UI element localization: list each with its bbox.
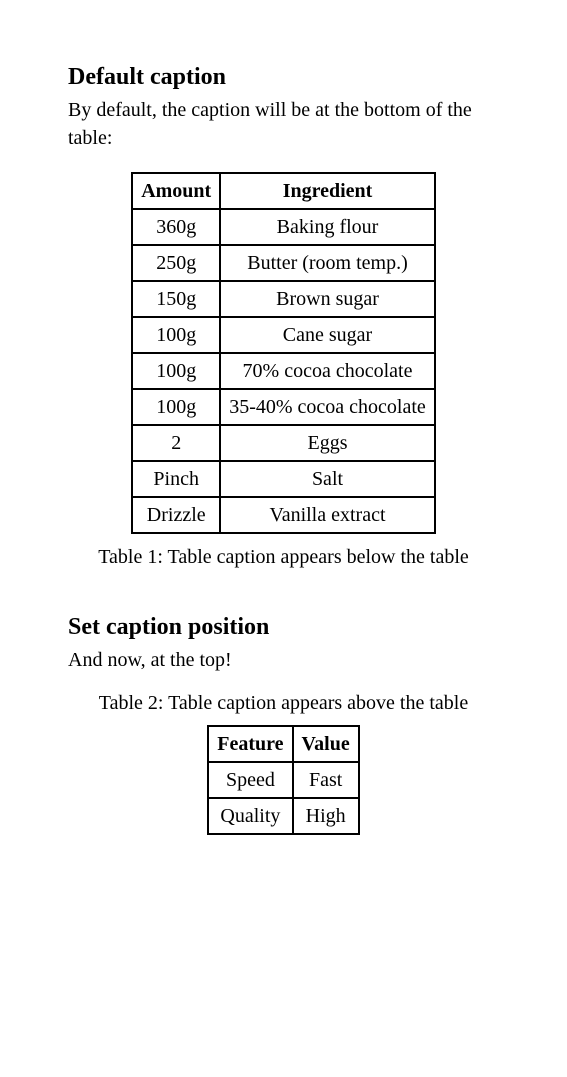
table-row: [208, 798, 358, 834]
section-heading: Set caption position: [68, 614, 270, 640]
table-cell: Quality: [208, 798, 292, 834]
table-cell: Pinch: [132, 461, 220, 497]
table-caption: Table 1: Table caption appears below the table: [98, 546, 469, 568]
column-header: Amount: [132, 173, 220, 209]
table-row: [132, 389, 435, 425]
table-cell: Cane sugar: [220, 317, 435, 353]
table-cell: Brown sugar: [220, 281, 435, 317]
table-cell: 250g: [132, 245, 220, 281]
table-row: [132, 425, 435, 461]
table-cell: 100g: [132, 389, 220, 425]
table-cell: Eggs: [220, 425, 435, 461]
table-row: [132, 353, 435, 389]
table-cell: Baking flour: [220, 209, 435, 245]
table-row: [132, 317, 435, 353]
table-header-row: [132, 173, 435, 209]
table-cell: Vanilla extract: [220, 497, 435, 533]
table-figure: [68, 674, 499, 835]
table-cell: High: [293, 798, 359, 834]
table-cell: 70% cocoa chocolate: [220, 353, 435, 389]
column-header: Value: [293, 726, 359, 762]
table-cell: Speed: [208, 762, 292, 798]
section-heading: Default caption: [68, 64, 226, 90]
column-header: Ingredient: [220, 173, 435, 209]
table-cell: 360g: [132, 209, 220, 245]
table-cell: 100g: [132, 317, 220, 353]
table-row: [132, 245, 435, 281]
table-cell: Fast: [293, 762, 359, 798]
ingredients-table: [131, 172, 436, 534]
table-row: [132, 209, 435, 245]
features-table: [207, 725, 359, 835]
table-cell: 35-40% cocoa chocolate: [220, 389, 435, 425]
table-row: [132, 497, 435, 533]
section-default-caption: [68, 62, 499, 570]
section-intro: And now, at the top!: [68, 649, 232, 671]
column-header: Feature: [208, 726, 292, 762]
section-set-caption-position: [68, 612, 499, 835]
table-figure: [68, 172, 499, 570]
table-cell: Drizzle: [132, 497, 220, 533]
table-caption: Table 2: Table caption appears above the table: [98, 692, 469, 714]
section-intro: By default, the caption will be at the bottom of the table:: [68, 99, 472, 149]
table-cell: Salt: [220, 461, 435, 497]
table-row: [132, 281, 435, 317]
table-cell: 150g: [132, 281, 220, 317]
table-cell: Butter (room temp.): [220, 245, 435, 281]
table-row: [208, 762, 358, 798]
table-row: [132, 461, 435, 497]
table-cell: 2: [132, 425, 220, 461]
table-cell: 100g: [132, 353, 220, 389]
table-header-row: [208, 726, 358, 762]
